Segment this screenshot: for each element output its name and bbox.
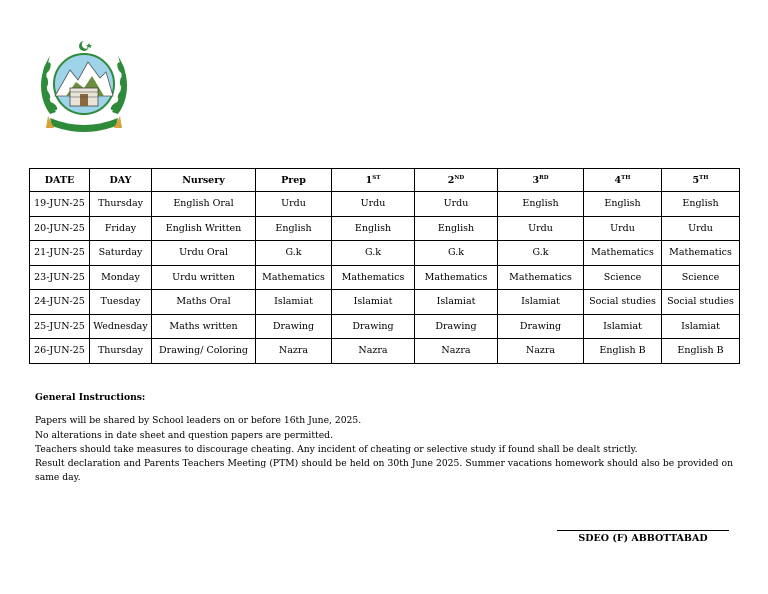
column-header: 4TH xyxy=(584,169,662,192)
table-cell: G.k xyxy=(332,241,415,266)
table-row xyxy=(30,192,740,217)
table-cell: Drawing xyxy=(256,314,332,339)
table-cell: English xyxy=(584,192,662,217)
table-cell: Social studies xyxy=(662,290,740,315)
table-cell: Urdu xyxy=(332,192,415,217)
column-header: 2ND xyxy=(415,169,498,192)
table-cell: Science xyxy=(662,265,740,290)
table-cell: English xyxy=(662,192,740,217)
table-cell: Urdu Oral xyxy=(152,241,256,266)
table-cell: 21-JUN-25 xyxy=(30,241,90,266)
table-cell: Nazra xyxy=(332,339,415,364)
table-cell: Mathematics xyxy=(256,265,332,290)
table-cell: Urdu xyxy=(584,216,662,241)
table-cell: English B xyxy=(662,339,740,364)
table-cell: English B xyxy=(584,339,662,364)
table-cell: Islamiat xyxy=(415,290,498,315)
table-row xyxy=(30,314,740,339)
table-cell: Drawing/ Coloring xyxy=(152,339,256,364)
table-cell: Monday xyxy=(90,265,152,290)
table-cell: Drawing xyxy=(498,314,584,339)
table-cell: 24-JUN-25 xyxy=(30,290,90,315)
table-cell: 26-JUN-25 xyxy=(30,339,90,364)
kpk-emblem-icon xyxy=(36,36,132,136)
table-cell: G.k xyxy=(256,241,332,266)
signature-line xyxy=(557,530,729,531)
table-cell: Islamiat xyxy=(256,290,332,315)
table-cell: English xyxy=(256,216,332,241)
table-cell: Drawing xyxy=(332,314,415,339)
table-cell: Urdu xyxy=(498,216,584,241)
table-cell: Islamiat xyxy=(584,314,662,339)
column-header: DATE xyxy=(30,169,90,192)
table-cell: Urdu xyxy=(256,192,332,217)
table-cell: English Written xyxy=(152,216,256,241)
table-cell: 20-JUN-25 xyxy=(30,216,90,241)
column-header: DAY xyxy=(90,169,152,192)
table-cell: Nazra xyxy=(256,339,332,364)
table-cell: 19-JUN-25 xyxy=(30,192,90,217)
table-cell: G.k xyxy=(415,241,498,266)
table-row xyxy=(30,216,740,241)
column-header: 3RD xyxy=(498,169,584,192)
table-cell: Friday xyxy=(90,216,152,241)
table-cell: English xyxy=(332,216,415,241)
instruction-line: Teachers should take measures to discourage cheating. Any incident of cheating or selective study if found shall be dealt strictly. xyxy=(35,443,638,455)
table-cell: Urdu written xyxy=(152,265,256,290)
column-header: 1ST xyxy=(332,169,415,192)
table-row xyxy=(30,339,740,364)
instruction-line: No alterations in date sheet and question papers are permitted. xyxy=(35,429,333,441)
general-instructions xyxy=(35,391,733,486)
table-cell: Drawing xyxy=(415,314,498,339)
table-cell: Nazra xyxy=(415,339,498,364)
table-cell: Islamiat xyxy=(498,290,584,315)
table-row xyxy=(30,265,740,290)
table-cell: Islamiat xyxy=(662,314,740,339)
instruction-line: Result declaration and Parents Teachers Meeting (PTM) should be held on 30th June 2025. Summer vacations homework should also be provided on same day. xyxy=(35,458,733,484)
instruction-line: Papers will be shared by School leaders on or before 16th June, 2025. xyxy=(35,415,362,427)
table-cell: Maths written xyxy=(152,314,256,339)
table-cell: Wednesday xyxy=(90,314,152,339)
table-cell: Thursday xyxy=(90,339,152,364)
table-cell: Urdu xyxy=(415,192,498,217)
table-header-row xyxy=(30,169,740,192)
column-header: Prep xyxy=(256,169,332,192)
table-cell: Saturday xyxy=(90,241,152,266)
table-cell: Mathematics xyxy=(498,265,584,290)
signature-title: SDEO (F) ABBOTTABAD xyxy=(578,533,708,544)
table-cell: Tuesday xyxy=(90,290,152,315)
table-cell: English Oral xyxy=(152,192,256,217)
table-cell: Mathematics xyxy=(584,241,662,266)
table-cell: Islamiat xyxy=(332,290,415,315)
column-header: 5TH xyxy=(662,169,740,192)
column-header: Nursery xyxy=(152,169,256,192)
table-cell: 23-JUN-25 xyxy=(30,265,90,290)
table-cell: Mathematics xyxy=(415,265,498,290)
table-cell: Science xyxy=(584,265,662,290)
table-cell: Nazra xyxy=(498,339,584,364)
date-sheet-table xyxy=(29,168,740,364)
table-cell: English xyxy=(415,216,498,241)
instructions-heading: General Instructions: xyxy=(35,392,146,403)
table-row xyxy=(30,241,740,266)
table-cell: Maths Oral xyxy=(152,290,256,315)
table-cell: English xyxy=(498,192,584,217)
table-row xyxy=(30,290,740,315)
table-cell: Social studies xyxy=(584,290,662,315)
table-cell: Urdu xyxy=(662,216,740,241)
table-cell: Mathematics xyxy=(662,241,740,266)
table-cell: 25-JUN-25 xyxy=(30,314,90,339)
table-cell: Mathematics xyxy=(332,265,415,290)
table-cell: Thursday xyxy=(90,192,152,217)
table-cell: G.k xyxy=(498,241,584,266)
